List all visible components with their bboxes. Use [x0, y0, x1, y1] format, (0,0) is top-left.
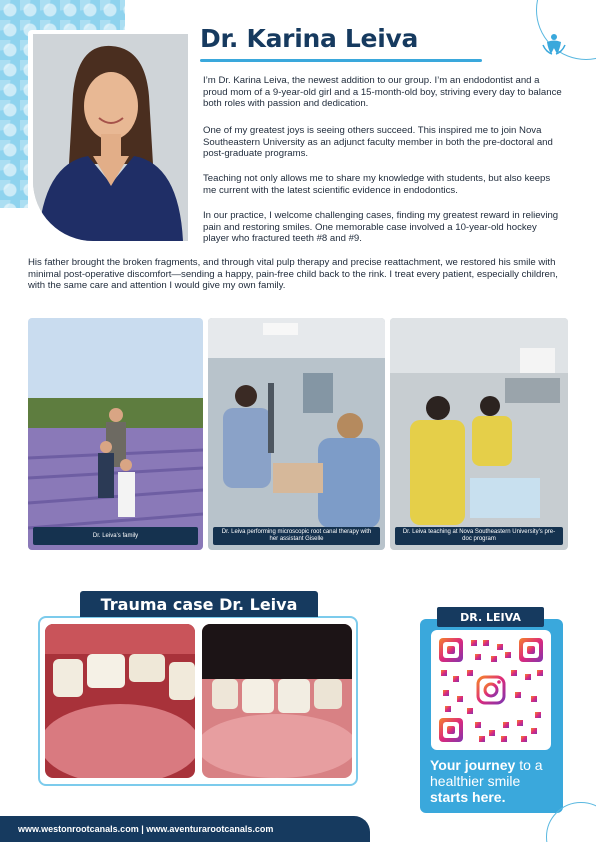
portrait-photo — [33, 34, 188, 241]
photo-caption: Dr. Leiva performing microscopic root canal therapy with her assistant Giselle — [213, 527, 380, 545]
trauma-case-title: Trauma case Dr. Leiva — [80, 591, 318, 617]
tagline-part: Your journey — [430, 757, 516, 773]
clinic-photo-card — [208, 318, 385, 550]
tagline-part: starts here. — [430, 789, 506, 805]
qr-pattern — [431, 630, 551, 750]
family-photo — [28, 318, 203, 550]
photo-caption: Dr. Leiva teaching at Nova Southeastern University’s pre-doc program — [395, 527, 563, 545]
title-underline — [200, 59, 482, 62]
before-teeth-photo — [45, 624, 195, 778]
teaching-photo — [390, 318, 568, 550]
bio-paragraph: His father brought the broken fragments, and through vital pulp therapy and precise reattachment, we restored his smile with minimal post-operative discomfort—sending a happy, pain-free child back to the rink. I treat every patient, especially children, with the same care and attention I would give my own family. — [28, 257, 558, 291]
bio-paragraph: In our practice, I welcome challenging cases, finding my greatest reward in relieving pain and restoring smiles. One memorable case involved a 10-year-old hockey player who fractured teeth #8 and #9. — [203, 210, 559, 244]
photo-caption: Dr. Leiva’s family — [33, 527, 198, 545]
bio-paragraph: I’m Dr. Karina Leiva, the newest addition to our group. I’m an endodontist and a proud mom of a 9-year-old girl and a 15-month-old boy, striving every day to balance both roles with passion and dedication. — [203, 75, 562, 109]
bio-paragraph: One of my greatest joys is seeing others succeed. This inspired me to join Nova Southeastern University as an adjunct faculty member in both the pre-doctoral and post-graduate programs. — [203, 125, 553, 159]
teaching-photo-card — [390, 318, 568, 550]
page-title: Dr. Karina Leiva — [200, 24, 419, 53]
qr-label: DR. LEIVA — [437, 607, 544, 627]
instagram-qr-code[interactable] — [431, 630, 551, 750]
bio-paragraph: Teaching not only allows me to share my knowledge with students, but also keeps me current with the latest scientific evidence in endodontics. — [203, 173, 551, 196]
footer-links[interactable]: www.westonrootcanals.com | www.aventurarootcanals.com — [18, 824, 274, 834]
qr-tagline — [430, 757, 558, 805]
footer-bar — [0, 816, 370, 842]
tagline-part: to a healthier smile — [430, 757, 543, 789]
after-teeth-photo — [202, 624, 352, 778]
clinic-photo — [208, 318, 385, 550]
instagram-icon — [475, 674, 507, 706]
tooth-person-logo-icon — [542, 33, 566, 55]
family-photo-card — [28, 318, 203, 550]
